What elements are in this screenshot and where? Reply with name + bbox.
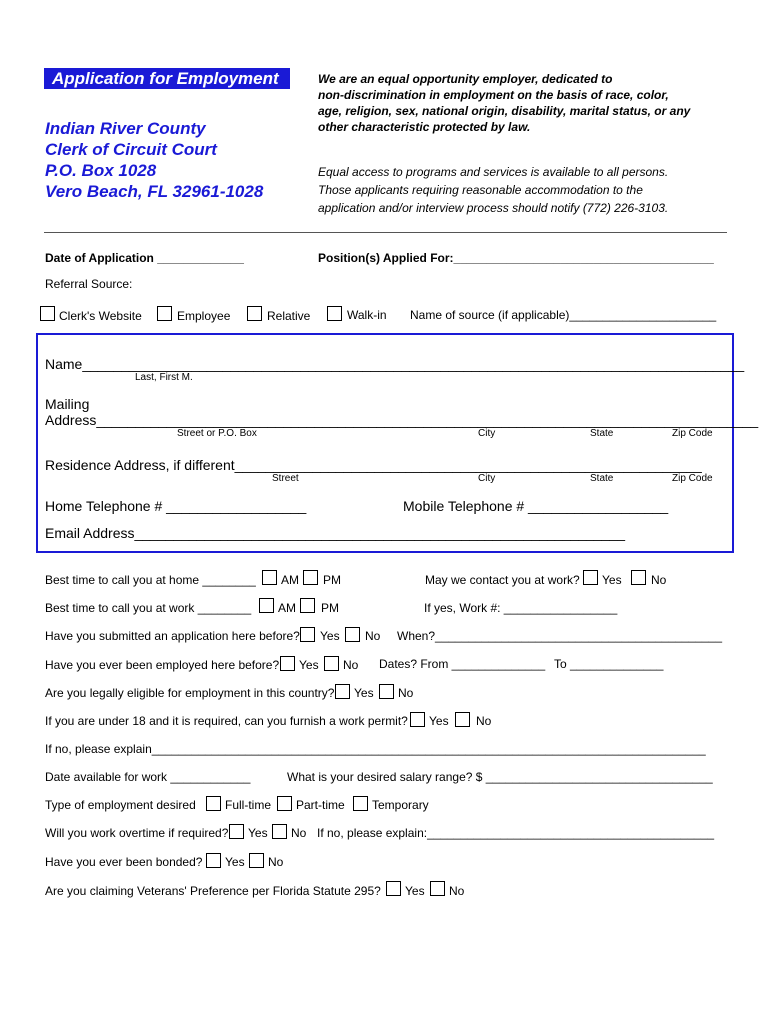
eligible-yes-checkbox[interactable] (335, 684, 350, 699)
part-time-checkbox[interactable] (277, 796, 292, 811)
employed-no-label: No (343, 658, 359, 672)
page-title: Application for Employment (52, 69, 279, 88)
submitted-yes-checkbox[interactable] (300, 627, 315, 642)
part-time-label: Part-time (296, 798, 345, 812)
dates-from-field[interactable]: Dates? From ______________ (379, 657, 546, 671)
bonded-label: Have you ever been bonded? (45, 855, 203, 869)
overtime-no-label: No (291, 826, 307, 840)
eligible-no-label: No (398, 686, 414, 700)
divider (44, 232, 727, 233)
permit-no-checkbox[interactable] (455, 712, 470, 727)
residence-zip-sublabel: Zip Code (672, 473, 713, 484)
address-line-1: Indian River County (45, 119, 206, 138)
contact-work-yes-checkbox[interactable] (583, 570, 598, 585)
work-number-field[interactable]: If yes, Work #: _________________ (424, 601, 618, 615)
veterans-yes-label: Yes (405, 884, 425, 898)
source-name-field[interactable]: Name of source (if applicable)______________________ (410, 308, 717, 322)
permit-no-label: No (476, 714, 492, 728)
date-available-field[interactable]: Date available for work ____________ (45, 770, 251, 784)
work-am-label: AM (278, 601, 296, 615)
referral-source-label: Referral Source: (45, 277, 133, 291)
best-time-home-field[interactable]: Best time to call you at home ________ (45, 573, 256, 587)
walk-in-label: Walk-in (347, 308, 387, 322)
overtime-yes-label: Yes (248, 826, 268, 840)
eeo-line-4: other characteristic protected by law. (318, 120, 531, 134)
mailing-state-sublabel: State (590, 428, 614, 439)
eligible-no-checkbox[interactable] (379, 684, 394, 699)
temporary-checkbox[interactable] (353, 796, 368, 811)
veterans-no-checkbox[interactable] (430, 881, 445, 896)
submitted-no-label: No (365, 629, 381, 643)
residence-city-sublabel: City (478, 473, 496, 484)
full-time-checkbox[interactable] (206, 796, 221, 811)
name-sublabel: Last, First M. (135, 372, 193, 383)
home-pm-label: PM (323, 573, 341, 587)
access-line-2: Those applicants requiring reasonable accommodation to the (318, 183, 643, 197)
overtime-no-checkbox[interactable] (272, 824, 287, 839)
relative-label: Relative (267, 309, 311, 323)
address-line-4: Vero Beach, FL 32961-1028 (45, 182, 264, 201)
eligible-yes-label: Yes (354, 686, 374, 700)
work-pm-label: PM (321, 601, 339, 615)
mailing-address-field[interactable]: Address_____________________________________________________________________________________ (45, 412, 759, 428)
overtime-yes-checkbox[interactable] (229, 824, 244, 839)
name-field[interactable]: Name_____________________________________________________________________________________ (45, 356, 745, 372)
permit-yes-checkbox[interactable] (410, 712, 425, 727)
employed-yes-label: Yes (299, 658, 319, 672)
bonded-yes-checkbox[interactable] (206, 853, 221, 868)
eeo-line-2: non-discrimination in employment on the basis of race, color, (318, 88, 669, 102)
residence-address-field[interactable]: Residence Address, if different____________________________________________________________ (45, 457, 702, 473)
overtime-label: Will you work overtime if required? (45, 826, 229, 840)
date-of-application-field[interactable]: Date of Application _____________ (45, 251, 244, 265)
bonded-no-label: No (268, 855, 284, 869)
legally-eligible-label: Are you legally eligible for employment in this country? (45, 686, 335, 700)
temporary-label: Temporary (372, 798, 429, 812)
mobile-telephone-field[interactable]: Mobile Telephone # __________________ (403, 498, 669, 514)
contact-work-no-label: No (651, 573, 667, 587)
positions-field[interactable]: Position(s) Applied For:_______________________________________ (318, 251, 714, 265)
email-address-field[interactable]: Email Address_______________________________________________________________ (45, 525, 626, 541)
residence-state-sublabel: State (590, 473, 614, 484)
home-am-checkbox[interactable] (262, 570, 277, 585)
permit-yes-label: Yes (429, 714, 449, 728)
employed-before-label: Have you ever been employed here before? (45, 658, 280, 672)
employee-label: Employee (177, 309, 231, 323)
relative-checkbox[interactable] (247, 306, 262, 321)
address-line-3: P.O. Box 1028 (45, 161, 157, 180)
best-time-work-field[interactable]: Best time to call you at work ________ (45, 601, 252, 615)
home-pm-checkbox[interactable] (303, 570, 318, 585)
clerks-website-label: Clerk's Website (59, 309, 142, 323)
submitted-no-checkbox[interactable] (345, 627, 360, 642)
residence-street-sublabel: Street (272, 473, 299, 484)
home-telephone-field[interactable]: Home Telephone # __________________ (45, 498, 307, 514)
eeo-line-3: age, religion, sex, national origin, disability, marital status, or any (318, 104, 691, 118)
access-line-1: Equal access to programs and services is available to all persons. (318, 165, 669, 179)
employed-no-checkbox[interactable] (324, 656, 339, 671)
veterans-preference-label: Are you claiming Veterans' Preference per Florida Statute 295? (45, 884, 381, 898)
bonded-no-checkbox[interactable] (249, 853, 264, 868)
access-line-3: application and/or interview process should notify (772) 226-3103. (318, 201, 669, 215)
contact-work-no-checkbox[interactable] (631, 570, 646, 585)
work-am-checkbox[interactable] (259, 598, 274, 613)
if-no-explain-field[interactable]: If no, please explain___________________________________________________________________________________ (45, 742, 706, 756)
employment-type-label: Type of employment desired (45, 798, 196, 812)
overtime-explain-field[interactable]: If no, please explain:___________________________________________ (317, 826, 715, 840)
veterans-no-label: No (449, 884, 465, 898)
submitted-before-label: Have you submitted an application here before? (45, 629, 300, 643)
submitted-yes-label: Yes (320, 629, 340, 643)
contact-work-yes-label: Yes (602, 573, 622, 587)
work-pm-checkbox[interactable] (300, 598, 315, 613)
mailing-label: Mailing (45, 396, 90, 412)
bonded-yes-label: Yes (225, 855, 245, 869)
mailing-zip-sublabel: Zip Code (672, 428, 713, 439)
full-time-label: Full-time (225, 798, 272, 812)
work-permit-label: If you are under 18 and it is required, can you furnish a work permit? (45, 714, 408, 728)
mailing-street-sublabel: Street or P.O. Box (177, 428, 257, 439)
clerks-website-checkbox[interactable] (40, 306, 55, 321)
dates-to-field[interactable]: To ______________ (554, 657, 664, 671)
salary-range-field[interactable]: What is your desired salary range? $ __________________________________ (287, 770, 713, 784)
walk-in-checkbox[interactable] (327, 306, 342, 321)
mailing-city-sublabel: City (478, 428, 496, 439)
employed-yes-checkbox[interactable] (280, 656, 295, 671)
veterans-yes-checkbox[interactable] (386, 881, 401, 896)
eeo-line-1: We are an equal opportunity employer, dedicated to (318, 72, 613, 86)
home-am-label: AM (281, 573, 299, 587)
contact-at-work-label: May we contact you at work? (425, 573, 580, 587)
address-line-2: Clerk of Circuit Court (45, 140, 217, 159)
when-field[interactable]: When?___________________________________________ (397, 629, 722, 643)
employee-checkbox[interactable] (157, 306, 172, 321)
